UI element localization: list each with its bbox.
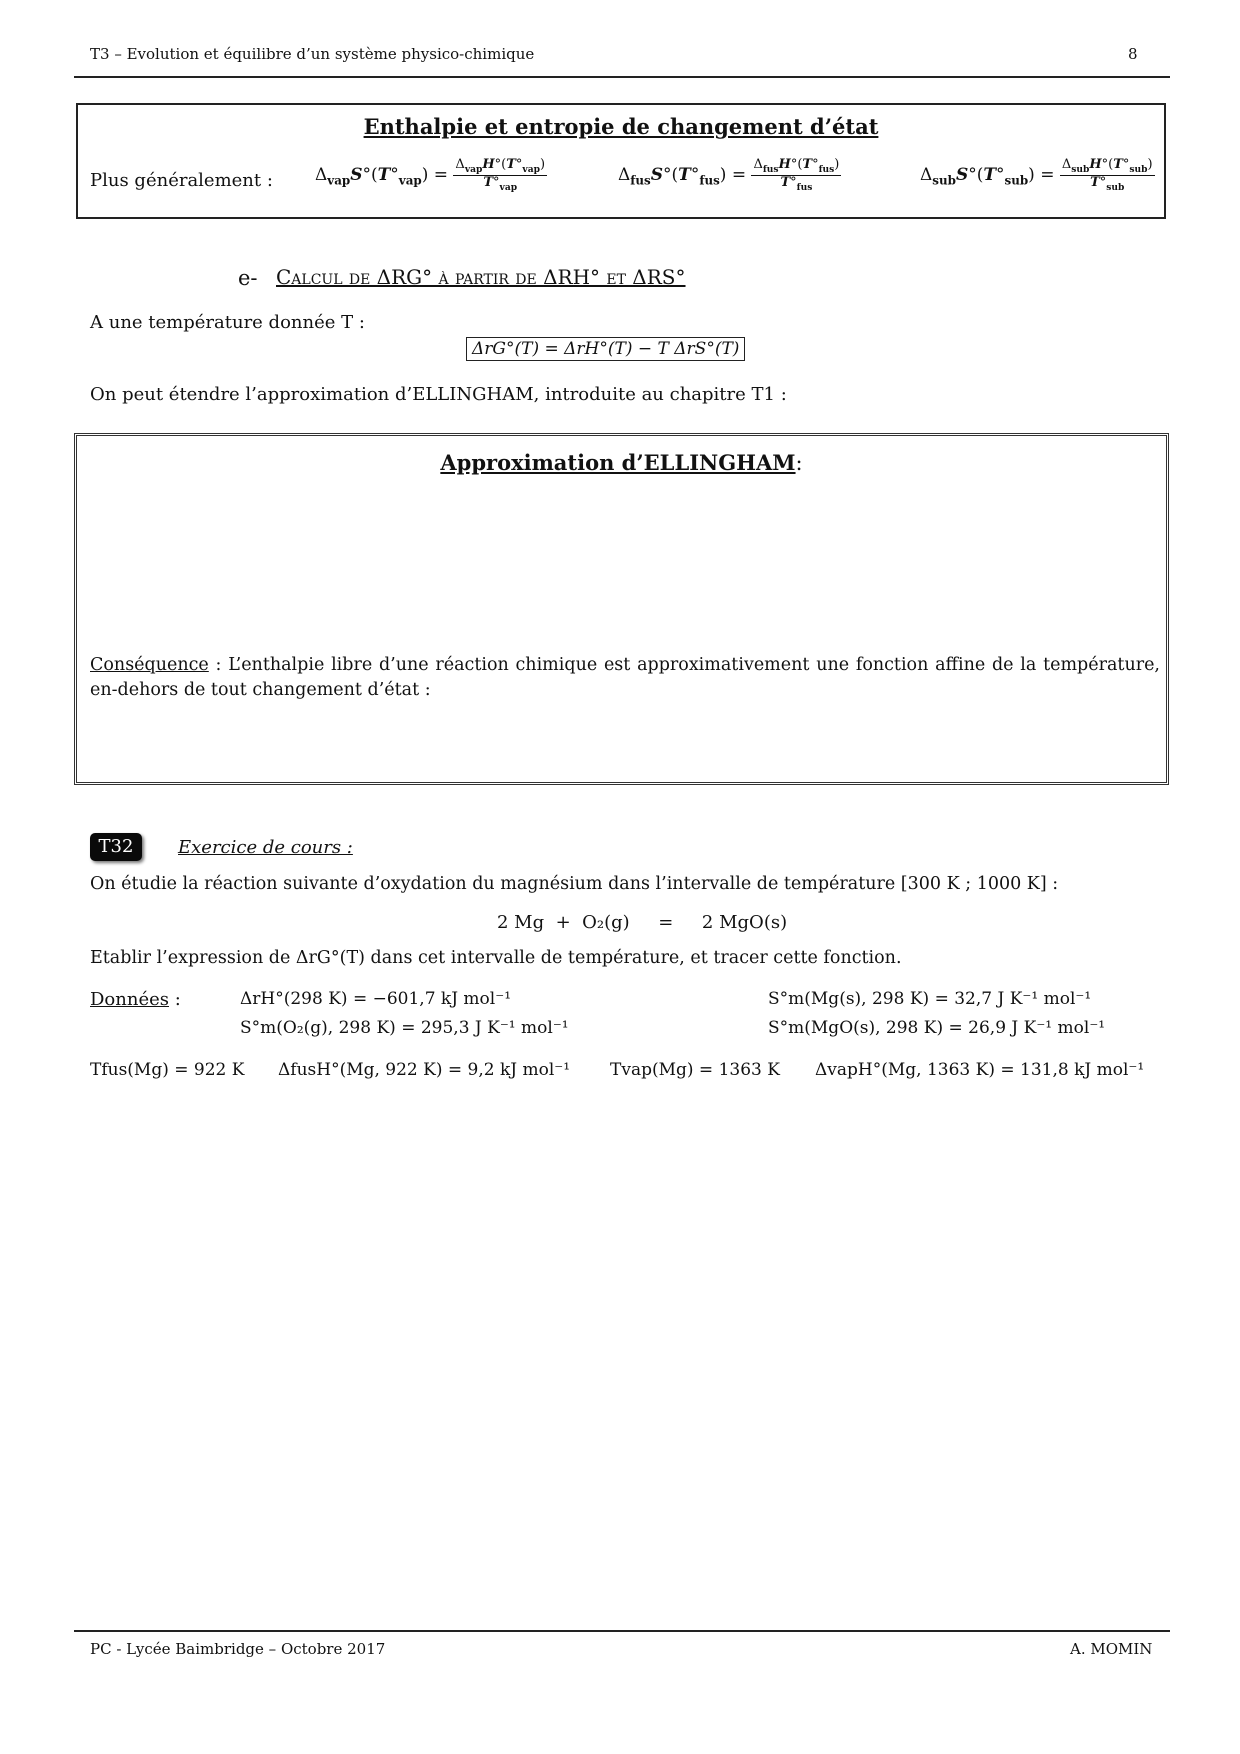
data-S-MgO: S°m(MgO(s), 298 K) = 26,9 J K⁻¹ mol⁻¹ [768,1018,1106,1038]
formula-sub: $\Delta_{sub}S^\circ(T^\circ_{sub})$ = $\frac{\Delta_{sub}H^\circ(T^\circ_{sub})}{T^\circ_{sub}}$ [920,157,1153,193]
section-heading-text: Calcul de ΔRG° à partir de ΔRH° et ΔRS° [276,265,686,289]
formula-vap: $\Delta_{vap}S^\circ(T^\circ_{vap})$ = $\frac{\Delta_{vap}H^\circ(T^\circ_{vap})}{T^\circ_{vap}}$ [315,157,546,193]
exercise-title: Exercice de cours : [178,837,353,858]
data-S-O2: S°m(O₂(g), 298 K) = 295,3 J K⁻¹ mol⁻¹ [240,1018,569,1038]
section-label: e- [238,266,258,290]
ellingham-intro: On peut étendre l’approximation d’ELLINGHAM, introduite au chapitre T1 : [90,384,787,405]
consequence-text: : L’enthalpie libre d’une réaction chimique est approximativement une fonction affine de la température, en-dehors de tout changement d’état : [90,655,1160,700]
footer-left: PC - Lycée Baimbridge – Octobre 2017 [90,1640,386,1658]
page-number: 8 [1128,45,1138,63]
exercise-intro: On étudie la réaction suivante d’oxydation du magnésium dans l’intervalle de température [300 K ; 1000 K] : [90,874,1059,894]
data-S-Mg: S°m(Mg(s), 298 K) = 32,7 J K⁻¹ mol⁻¹ [768,989,1092,1009]
data-deltaH: ΔrH°(298 K) = −601,7 kJ mol⁻¹ [240,989,512,1009]
formula-fus: $\Delta_{fus}S^\circ(T^\circ_{fus})$ = $\frac{\Delta_{fus}H^\circ(T^\circ_{fus})}{T^\circ_{fus}}$ [618,157,840,193]
header-rule [74,76,1170,78]
ellingham-title-suffix: : [795,451,803,475]
footer-rule [74,1630,1170,1632]
ellingham-title-row [74,450,1169,475]
formula-gibbs: ΔrG°(T) = ΔrH°(T) − T ΔrS°(T) [466,337,745,361]
footer-right: A. MOMIN [1070,1640,1153,1658]
data-deltaHvap: ΔvapH°(Mg, 1363 K) = 131,8 kJ mol⁻¹ [815,1060,1145,1080]
data-label-colon: : [169,989,181,1010]
header-title: T3 – Evolution et équilibre d’un système physico-chimique [90,45,535,63]
data-Tvap: Tvap(Mg) = 1363 K [610,1060,780,1080]
data-label-row [90,989,181,1010]
consequence-label: Conséquence [90,655,209,675]
temperature-text: A une température donnée T : [90,312,365,333]
data-label: Données [90,989,169,1010]
ellingham-title: Approximation d’ELLINGHAM [440,450,796,475]
exercise-badge: T32 [90,833,142,861]
data-deltaHfus: ΔfusH°(Mg, 922 K) = 9,2 kJ mol⁻¹ [278,1060,571,1080]
exercise-task: Etablir l’expression de ΔrG°(T) dans cet intervalle de température, et tracer cette fonction. [90,948,902,968]
state-change-title: Enthalpie et entropie de changement d’état [363,114,879,139]
consequence-paragraph [90,653,1160,703]
data-Tfus: Tfus(Mg) = 922 K [90,1060,245,1080]
section-heading [276,265,686,289]
reaction-equation: 2 Mg + O₂(g) = 2 MgO(s) [497,912,788,933]
ellingham-box [74,433,1169,785]
state-change-lead: Plus généralement : [90,170,273,191]
